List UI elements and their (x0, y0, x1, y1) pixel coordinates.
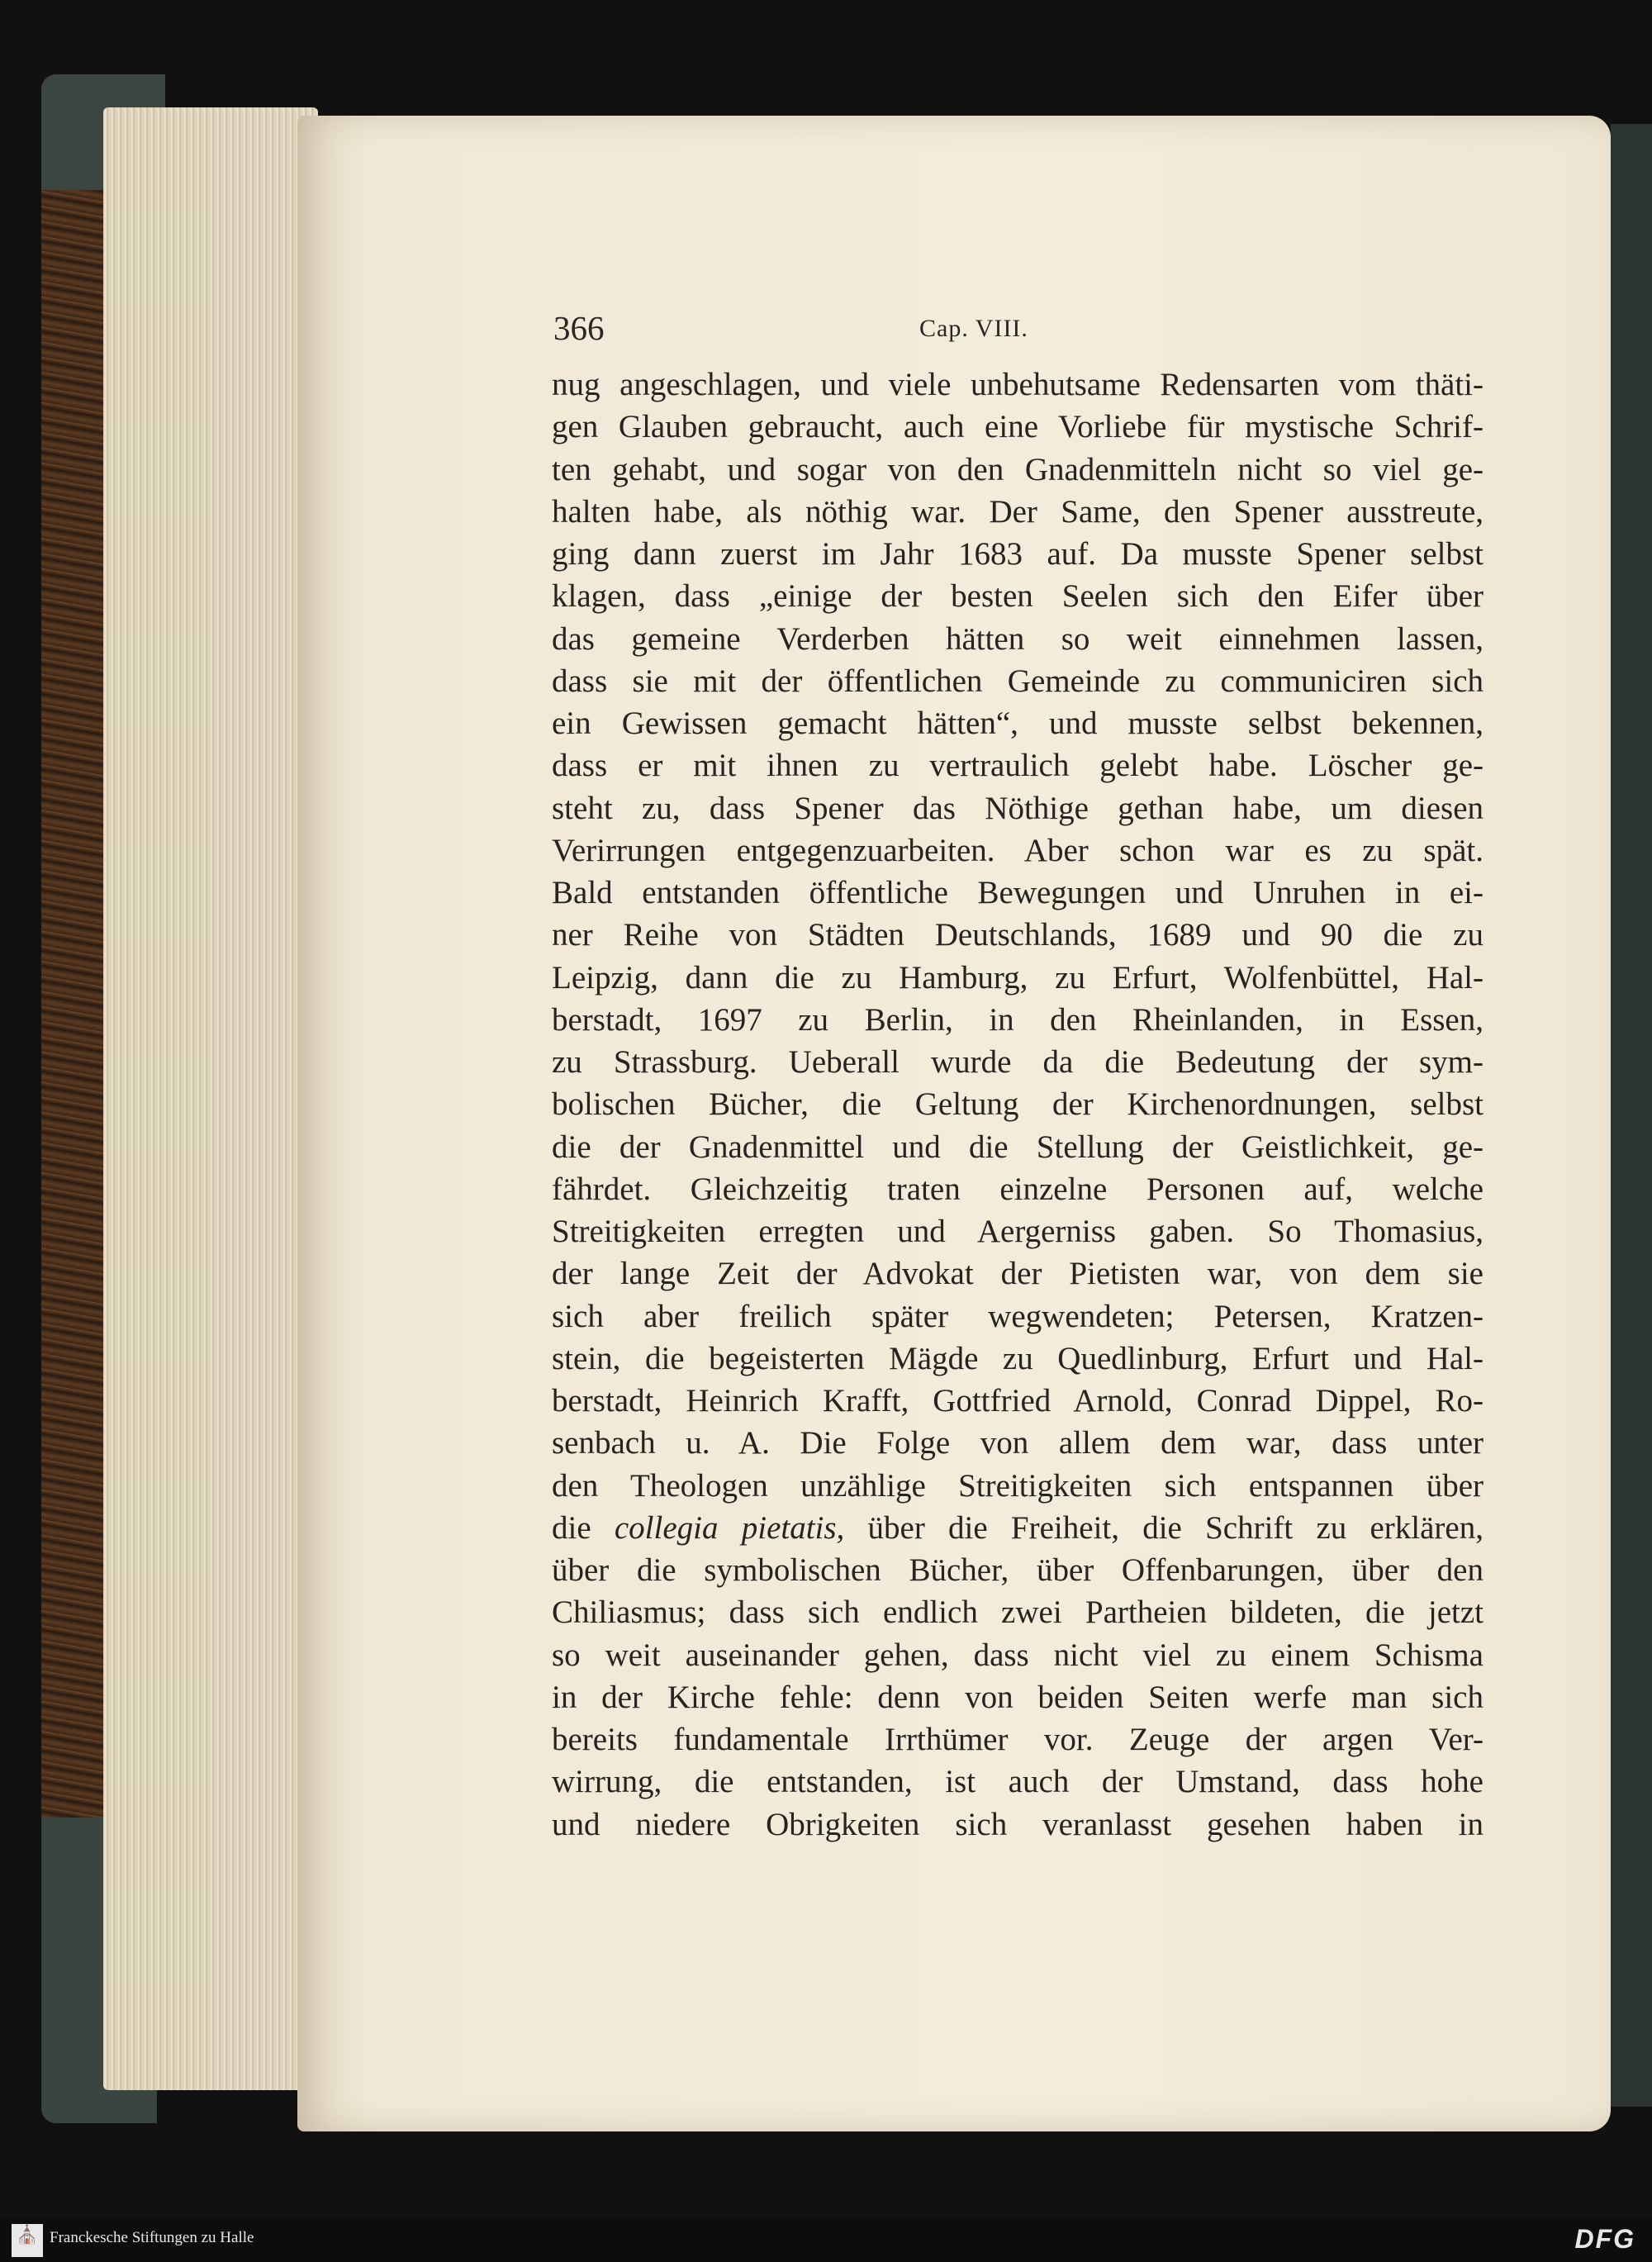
text-line: klagen, dass „einige der besten Seelen sich den Eifer über (552, 578, 1483, 615)
text-line: die der Gnadenmittel und die Stellung der Geistlichkeit, ge- (552, 1129, 1483, 1165)
text-line: stein, die begeisterten Mägde zu Quedlinburg, Erfurt und Hal- (552, 1340, 1483, 1376)
footer-bar (0, 2219, 1652, 2262)
text-line: bolischen Bücher, die Geltung der Kirchenordnungen, selbst (552, 1086, 1483, 1123)
chapter-heading: Cap. VIII. (919, 315, 1028, 342)
text-line: Leipzig, dann die zu Hamburg, zu Erfurt, Wolfenbüttel, Hal- (552, 959, 1483, 996)
page-edges (103, 107, 318, 2090)
text-line: berstadt, 1697 zu Berlin, in den Rheinlanden, in Essen, (552, 1001, 1483, 1038)
text-line: so weit auseinander gehen, dass nicht viel zu einem Schisma (552, 1637, 1483, 1673)
text-line: halten habe, als nöthig war. Der Same, den Spener ausstreute, (552, 493, 1483, 530)
page-number: 366 (553, 309, 605, 347)
text-line: sich aber freilich später wegwendeten; Petersen, Kratzen- (552, 1298, 1483, 1334)
text-line: in der Kirche fehle: denn von beiden Seiten werfe man sich (552, 1679, 1483, 1715)
text-line: zu Strassburg. Ueberall wurde da die Bedeutung der sym- (552, 1044, 1483, 1080)
running-header (553, 307, 1495, 357)
text-line: dass sie mit der öffentlichen Gemeinde zu communiciren sich (552, 663, 1483, 699)
text-line: gen Glauben gebraucht, auch eine Vorliebe für mystische Schrif- (552, 409, 1483, 445)
text-line: ein Gewissen gemacht hätten“, und musste selbst bekennen, (552, 706, 1483, 741)
text-line: bereits fundamentale Irrthümer vor. Zeuge der argen Ver- (552, 1722, 1483, 1757)
text-line: fährdet. Gleichzeitig traten einzelne Personen auf, welche (552, 1171, 1483, 1207)
text-line: das gemeine Verderben hätten so weit einnehmen lassen, (552, 620, 1483, 657)
institution-logo (12, 2224, 43, 2257)
body-text (552, 364, 1483, 1846)
text-line: Bald entstanden öffentliche Bewegungen und Unruhen in ei- (552, 875, 1483, 910)
text-line-italic (552, 1507, 1483, 1549)
text-line: Streitigkeiten erregten und Aergerniss gaben. So Thomasius, (552, 1214, 1483, 1249)
facing-page-edge (1611, 124, 1652, 2107)
text-line: berstadt, Heinrich Krafft, Gottfried Arnold, Conrad Dippel, Ro- (552, 1383, 1483, 1419)
dfg-logo: DFG (1574, 2224, 1635, 2254)
text-line: den Theologen unzählige Streitigkeiten sich entspannen über (552, 1467, 1483, 1504)
text-line: über die symbolischen Bücher, über Offenbarungen, über den (552, 1552, 1483, 1588)
italic-phrase: collegia pietatis, (614, 1509, 845, 1546)
text-line: Verirrungen entgegenzuarbeiten. Aber schon war es zu spät. (552, 832, 1483, 868)
text-line: dass er mit ihnen zu vertraulich gelebt habe. Löscher ge- (552, 748, 1483, 784)
institution-name: Franckesche Stiftungen zu Halle (50, 2229, 254, 2246)
text-line: nug angeschlagen, und viele unbehutsame Redensarten vom thäti- (552, 367, 1483, 402)
text-line: ten gehabt, und sogar von den Gnadenmitteln nicht so viel ge- (552, 451, 1483, 487)
text-line: Chiliasmus; dass sich endlich zwei Partheien bildeten, die jetzt (552, 1594, 1483, 1631)
text-line: steht zu, dass Spener das Nöthige gethan habe, um diesen (552, 790, 1483, 826)
text-line: ner Reihe von Städten Deutschlands, 1689 und 90 die zu (552, 917, 1483, 953)
text-line: und niedere Obrigkeiten sich veranlasst gesehen haben in (552, 1806, 1483, 1842)
text-line: ging dann zuerst im Jahr 1683 auf. Da musste Spener selbst (552, 536, 1483, 572)
italic-line-before: die (552, 1509, 615, 1546)
italic-line-after: über die Freiheit, die Schrift zu erklären, (844, 1509, 1483, 1546)
text-line: wirrung, die entstanden, ist auch der Umstand, dass hohe (552, 1764, 1483, 1800)
text-line: der lange Zeit der Advokat der Pietisten war, von dem sie (552, 1256, 1483, 1292)
text-line: senbach u. A. Die Folge von allem dem war, dass unter (552, 1425, 1483, 1461)
logo-glyph-icon: ⛪ (16, 2224, 39, 2245)
